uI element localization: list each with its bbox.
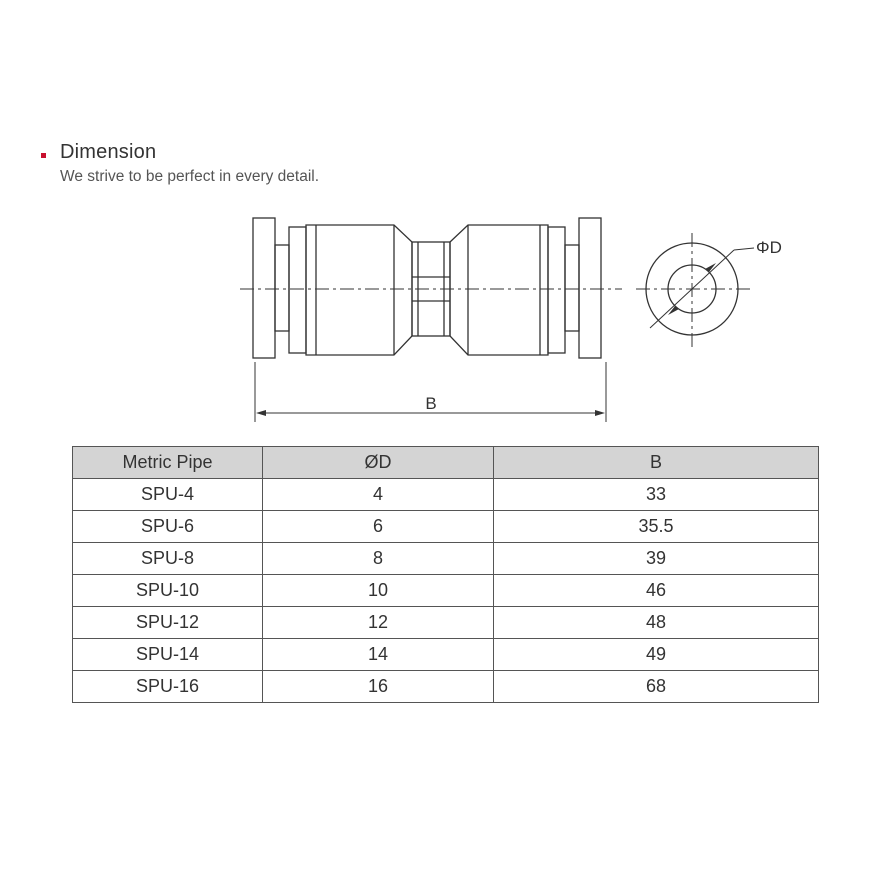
- table-row: [73, 607, 819, 639]
- table-cell: 4: [263, 479, 494, 511]
- table-cell: 39: [494, 543, 819, 575]
- table-cell: SPU-4: [73, 479, 263, 511]
- b-arrow-left: [256, 410, 266, 416]
- b-label: B: [425, 394, 437, 413]
- table-row: [73, 639, 819, 671]
- table-cell: SPU-6: [73, 511, 263, 543]
- left-flange: [253, 218, 275, 358]
- table-cell: 46: [494, 575, 819, 607]
- table-cell: 10: [263, 575, 494, 607]
- table-cell: 8: [263, 543, 494, 575]
- d-label: ΦD: [756, 238, 782, 257]
- left-collet-step: [275, 245, 289, 331]
- table-row: [73, 671, 819, 703]
- table-cell: 48: [494, 607, 819, 639]
- table-row: [73, 479, 819, 511]
- table-row: [73, 511, 819, 543]
- b-arrow-right: [595, 410, 605, 416]
- table-cell: 6: [263, 511, 494, 543]
- table-cell: 68: [494, 671, 819, 703]
- table-cell: 49: [494, 639, 819, 671]
- left-body: [306, 225, 412, 355]
- table-cell: SPU-14: [73, 639, 263, 671]
- table-cell: SPU-10: [73, 575, 263, 607]
- table-cell: 33: [494, 479, 819, 511]
- table-row: [73, 543, 819, 575]
- left-collet: [289, 227, 306, 353]
- section-subtitle: We strive to be perfect in every detail.: [60, 168, 320, 185]
- dimension-table: [72, 446, 819, 703]
- column-header: B: [494, 447, 819, 479]
- table-cell: 16: [263, 671, 494, 703]
- section-title: Dimension: [60, 141, 157, 163]
- right-flange: [579, 218, 601, 358]
- right-collet: [548, 227, 565, 353]
- table-cell: SPU-16: [73, 671, 263, 703]
- table-cell: 14: [263, 639, 494, 671]
- table-cell: SPU-8: [73, 543, 263, 575]
- table-cell: 12: [263, 607, 494, 639]
- d-leader-tail: [734, 248, 754, 250]
- table-cell: 35.5: [494, 511, 819, 543]
- table-cell: SPU-12: [73, 607, 263, 639]
- column-header: ØD: [263, 447, 494, 479]
- table-row: [73, 575, 819, 607]
- column-header: Metric Pipe: [73, 447, 263, 479]
- table-header-row: [73, 447, 819, 479]
- right-body: [450, 225, 548, 355]
- right-collet-step: [565, 245, 579, 331]
